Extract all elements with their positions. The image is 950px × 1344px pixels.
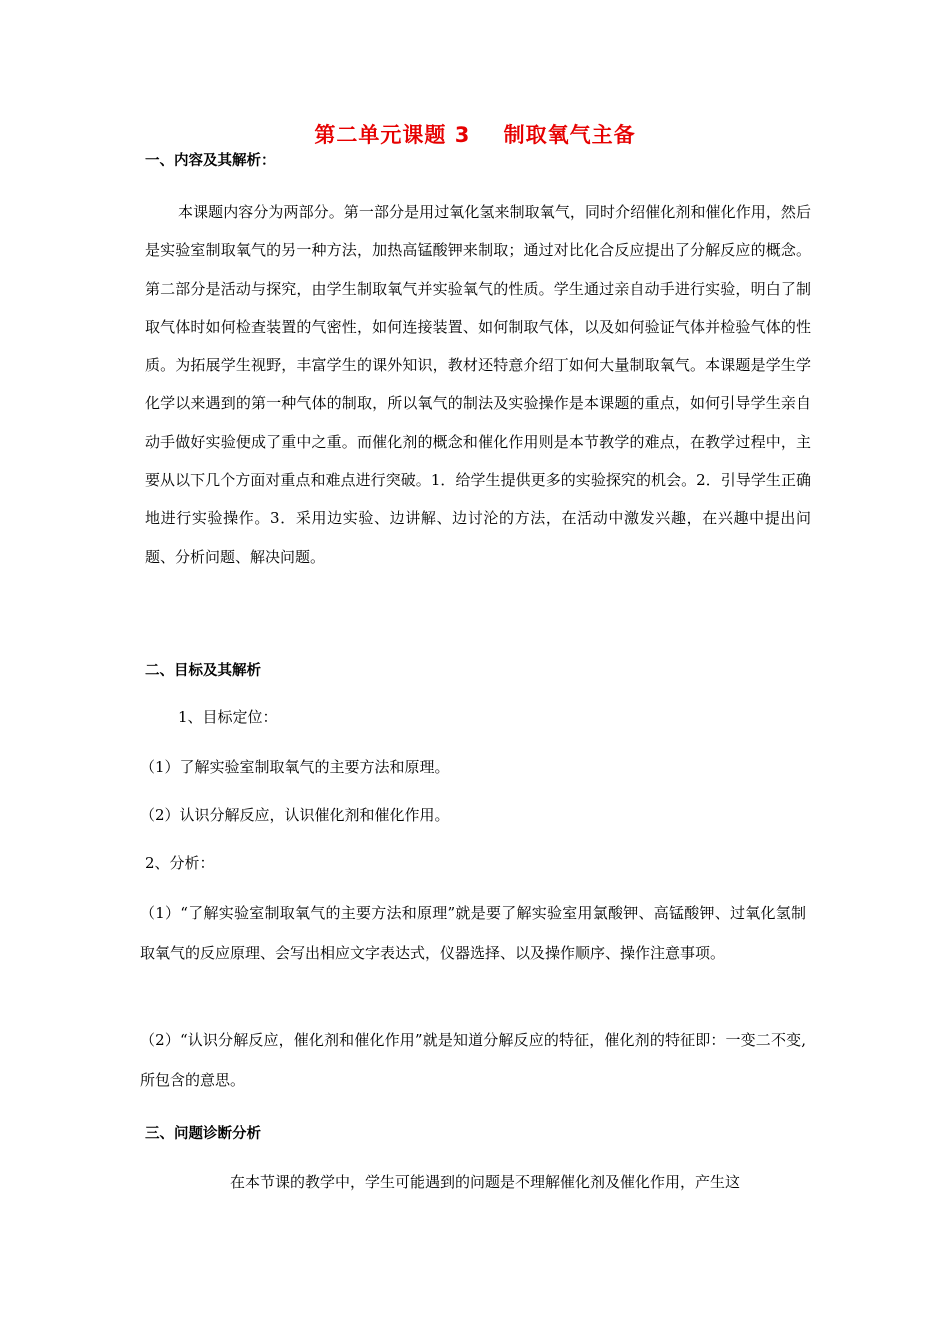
document-title: 第二单元课题 3 制取氧气主备 (314, 123, 636, 147)
analysis-item-2: （2）“认识分解反应，催化剂和催化作用”就是知道分解反应的特征，催化剂的特征即：一变二不变,所包含的意思。 (140, 1031, 806, 1089)
goal-item-2: （2）认识分解反应，认识催化剂和催化作用。 (140, 806, 450, 824)
content-analysis-paragraph: 本课题内容分为两部分。第一部分是用过氧化氢来制取氧气，同时介绍催化剂和催化作用，然后是实验室制取氧气的另一种方法，加热高锰酸钾来制取；通过对比化合反应提出了分解反应的概念。 第二部分是活动与探究，由学生制取氧气并实验氧气的性质。学生通过亲自动手进行实验，明白了制取气体时如何检查装置的气密性，如何连接装置、如何制取气体，以及如何验证气体并检验气体的性质。为拓展学生视野，丰富学生的课外知识，教材还特意介绍丁如何大量制取氧气。本课题是学生学化学以来遇到的第一种气体的制取，所以氧气的制法及实验操作是本课题的重点，如何引导学生亲自动手做好实验便成了重中之重。而催化剂的概念和催化作用则是本节教学的难点，在教学过程中，主要从以下几个方面对重点和难点进行突破。1．给学生提供更多的实验探究的机会。2．引导学生正确地进行实验操作。3．采用边实验、边讲解、边讨沦的方法，在活动中激发兴趣，在兴趣中提出问题、分析问题、解决问题。 (145, 203, 811, 566)
analysis-subheading: 2、分析： (145, 854, 215, 872)
section-heading-goals: 二、目标及其解析 (145, 663, 261, 679)
goal-item-1: （1）了解实验室制取氧气的主要方法和原理。 (140, 758, 450, 776)
section-heading-content-analysis: 一、内容及其解析： (145, 153, 276, 169)
problem-diagnosis-paragraph: 在本节课的教学中，学生可能遇到的问题是不理解催化剂及催化作用，产生这 (230, 1173, 741, 1191)
goal-positioning-subheading: 1、目标定位： (178, 708, 278, 726)
analysis-item-1: （1）“了解实验室制取氧气的主要方法和原理”就是要了解实验室用氯酸钾、高锰酸钾、过氧化氢制取氧气的反应原理、会写出相应文字表达式，仪器选择、以及操作顺序、操作注意事项。 (140, 904, 806, 962)
section-heading-problem-diagnosis: 三、问题诊断分析 (145, 1126, 261, 1142)
